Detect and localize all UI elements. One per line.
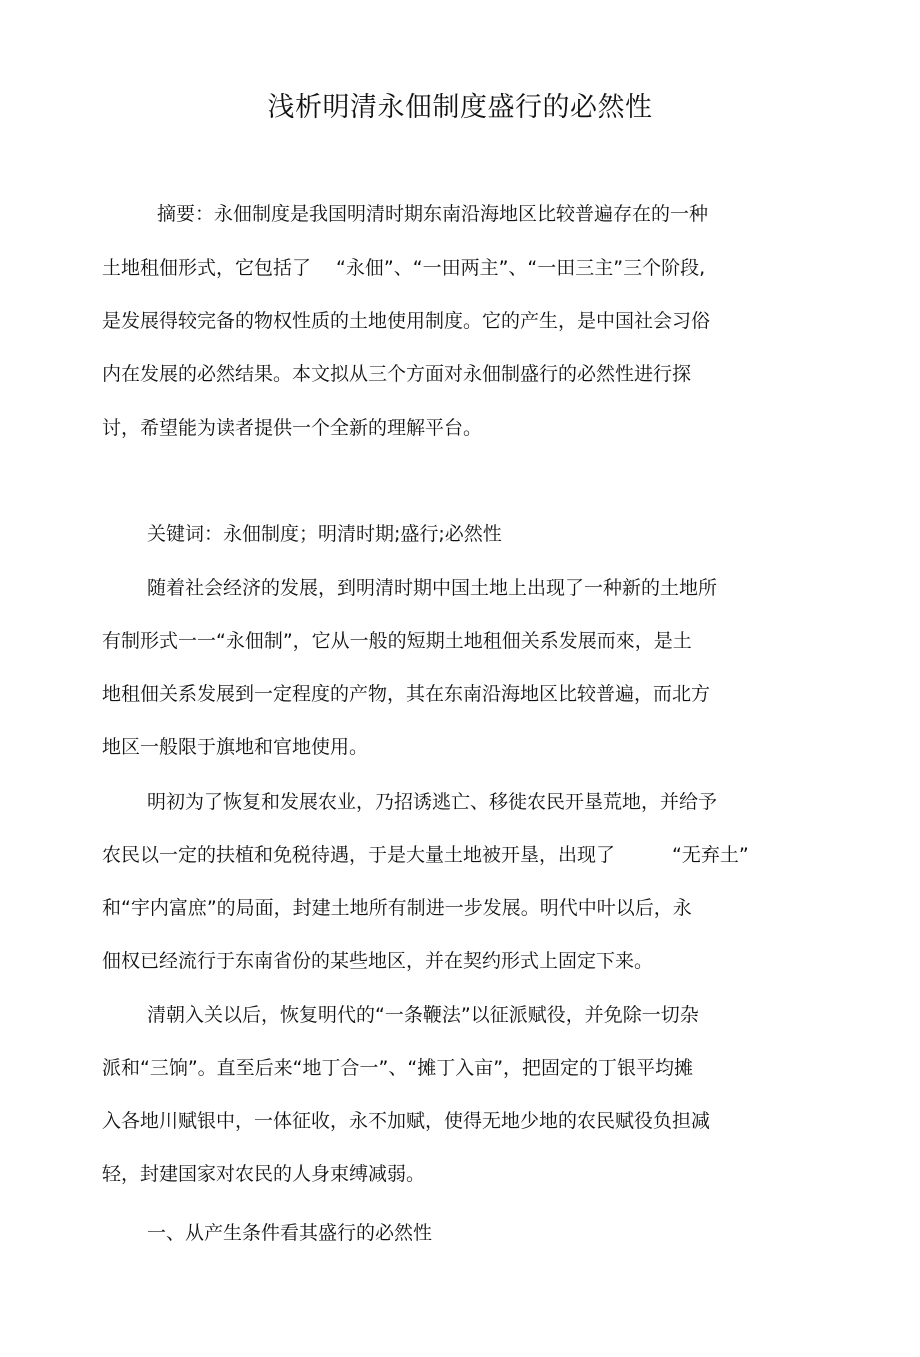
abstract-line: 摘要：永佃制度是我国明清时期东南沿海地区比较普遍存在的一种 <box>157 203 709 225</box>
section-heading: 一、从产生条件看其盛行的必然性 <box>147 1222 433 1244</box>
paragraph-line: 和“宇内富庶”的局面，封建土地所有制进一步发展。明代中叶以后，永 <box>102 897 692 919</box>
paragraph-line: 派和“三饷”。直至后来“地丁合一”、“摊丁入亩”，把固定的丁银平均摊 <box>102 1057 694 1079</box>
paragraph-line: 有制形式一一“永佃制”，它从一般的短期土地租佃关系发展而來，是土 <box>102 630 692 652</box>
document-title: 浅析明清永佃制度盛行的必然性 <box>267 92 653 123</box>
paragraph-line: 佃权已经流行于东南省份的某些地区，并在契约形式上固定下来。 <box>102 950 654 972</box>
paragraph-line: 农民以一定的扶植和免税待遇，于是大量土地被开垦，出现了 “无弃土” <box>102 844 749 866</box>
paragraph-line: 地租佃关系发展到一定程度的产物，其在东南沿海地区比较普遍，而北方 <box>102 683 711 705</box>
abstract-line: 土地租佃形式，它包括了 “永佃”、“一田两主”、“一田三主”三个阶段, <box>102 257 706 279</box>
paragraph-line: 入各地川赋银中，一体征收，永不加赋，使得无地少地的农民赋役负担减 <box>102 1110 711 1132</box>
keywords: 关键词：永佃制度；明清时期;盛行;必然性 <box>147 523 502 545</box>
paragraph-line: 轻，封建国家对农民的人身束缚减弱。 <box>102 1163 426 1185</box>
paragraph-line: 明初为了恢复和发展农业，乃招诱逃亡、移徙农民开垦荒地，并给予 <box>147 791 718 813</box>
abstract-line: 讨，希望能为读者提供一个全新的理解平台。 <box>102 417 483 439</box>
paragraph-line: 随着社会经济的发展，到明清时期中国土地上出现了一种新的土地所 <box>147 577 718 599</box>
abstract-line: 内在发展的必然结果。本文拟从三个方面对永佃制盛行的必然性进行探 <box>102 363 692 385</box>
abstract-line: 是发展得较完备的物权性质的土地使用制度。它的产生，是中国社会习俗 <box>102 310 711 332</box>
paragraph-line: 地区一般限于旗地和官地使用。 <box>102 736 369 758</box>
paragraph-line: 清朝入关以后，恢复明代的“一条鞭法”以征派赋役，并免除一切杂 <box>147 1004 699 1026</box>
